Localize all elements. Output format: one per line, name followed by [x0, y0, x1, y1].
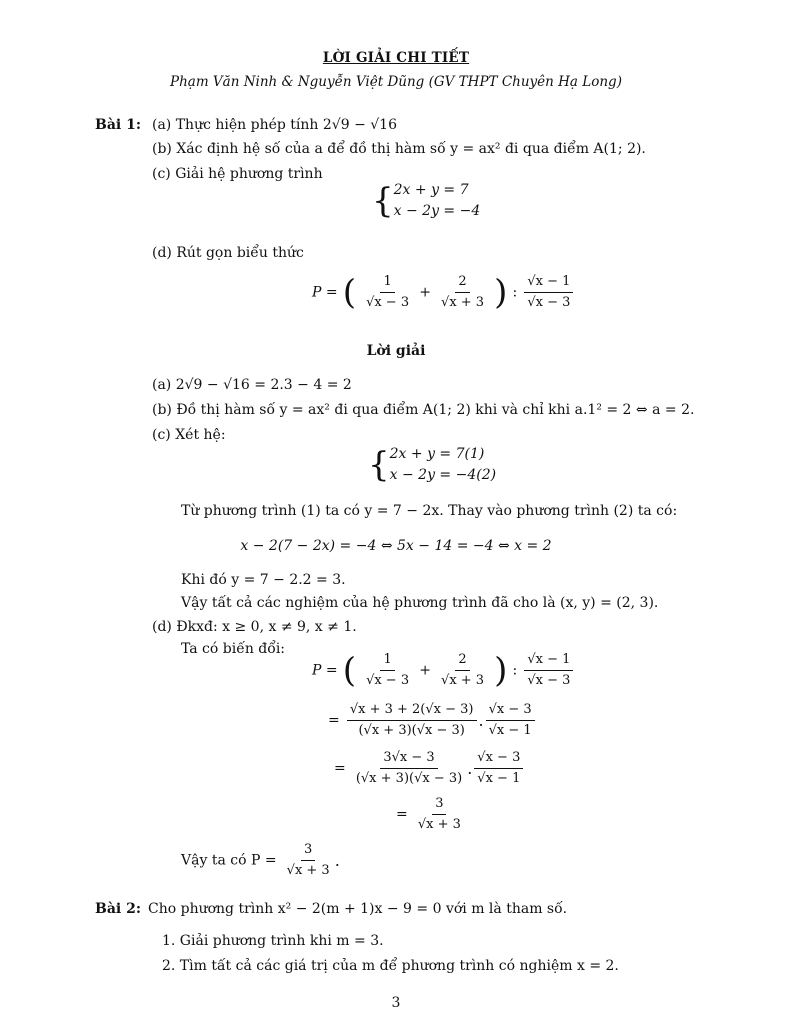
bai1-item-b: (b) Xác định hệ số của a để đồ thị hàm số y = ax² đi qua điểm A(1; 2).: [152, 141, 646, 157]
fraction: $\frac{2}{√x + 3}$: [441, 274, 485, 310]
solution-c: (c) Xét hệ:: [152, 427, 226, 443]
fraction: $\frac{√x - 3}{√x - 1}$: [474, 750, 523, 787]
derivation-step-4: = $\frac{3}{√x + 3}$: [396, 796, 466, 833]
page-number: 3: [391, 995, 401, 1011]
solution-c-line3: Vậy tất cả các nghiệm của hệ phương trình đã cho là (x, y) = (2, 3).: [181, 595, 659, 611]
brace-symbol: {: [368, 445, 390, 485]
bai1-item-a: (a) Thực hiện phép tính 2√9 − √16: [152, 117, 397, 133]
system-row: 2x + y = 7(1): [389, 446, 485, 462]
authors: Phạm Văn Ninh & Nguyễn Việt Dũng (GV THPT Chuyên Hạ Long): [170, 74, 622, 90]
bai1-expression: P = ( $\frac{1}{√x - 3}$ + $\frac{2}{√x + 3}$ ) : $\frac{√x - 1}{√x - 3}$: [312, 274, 575, 311]
bai1-item-d: (d) Rút gọn biểu thức: [152, 245, 304, 261]
bai2-label: Bài 2:: [95, 901, 142, 917]
solution-heading: Lời giải: [366, 343, 426, 359]
fraction: $\frac{1}{√x - 3}$: [366, 274, 410, 310]
bai2-item-2: 2. Tìm tất cả các giá trị của m để phương trình có nghiệm x = 2.: [162, 958, 619, 974]
solution-c-equation: x − 2(7 − 2x) = −4 ⇔ 5x − 14 = −4 ⇔ x = 2: [240, 538, 552, 554]
fraction: $\frac{2}{√x + 3}$: [441, 652, 485, 688]
derivation-step-1: P = ( $\frac{1}{√x - 3}$ + $\frac{2}{√x + 3}$ ) : $\frac{√x - 1}{√x - 3}$: [312, 652, 575, 689]
fraction: $\frac{3√x - 3}{(√x + 3)(√x - 3)}$: [355, 750, 463, 786]
solution-c-line1: Từ phương trình (1) ta có y = 7 − 2x. Thay vào phương trình (2) ta có:: [181, 503, 678, 519]
solution-system: [368, 444, 496, 486]
page-title: LỜI GIẢI CHI TIẾT: [322, 50, 470, 66]
brace-symbol: {: [372, 181, 394, 221]
solution-d: (d) Đkxđ: x ≥ 0, x ≠ 9, x ≠ 1.: [152, 619, 357, 635]
fraction: $\frac{3}{√x + 3}$: [286, 842, 330, 878]
bai2-item-1: 1. Giải phương trình khi m = 3.: [162, 933, 384, 949]
system-row: x − 2y = −4(2): [389, 467, 497, 483]
fraction: $\frac{√x - 1}{√x - 3}$: [524, 652, 573, 689]
fraction: $\frac{3}{√x + 3}$: [417, 796, 461, 832]
solution-a: (a) 2√9 − √16 = 2.3 − 4 = 2: [152, 377, 352, 393]
derivation-step-3: = $\frac{3√x - 3}{(√x + 3)(√x - 3)}$ . $\frac{√x - 3}{√x - 1}$: [334, 750, 525, 787]
solution-c-line2: Khi đó y = 7 − 2.2 = 3.: [181, 572, 346, 588]
fraction: $\frac{1}{√x - 3}$: [366, 652, 410, 688]
solution-d-line: Ta có biến đổi:: [181, 641, 286, 657]
solution-b: (b) Đồ thị hàm số y = ax² đi qua điểm A(1; 2) khi và chỉ khi a.1² = 2 ⇔ a = 2.: [152, 402, 695, 418]
system-row: x − 2y = −4: [393, 203, 481, 219]
derivation-step-2: = $\frac{√x + 3 + 2(√x - 3)}{(√x + 3)(√x - 3)}$ . $\frac{√x - 3}{√x - 1}$: [328, 702, 537, 739]
p-lhs: P =: [312, 284, 338, 301]
solution-conclusion: Vậy ta có P = $\frac{3}{√x + 3}$ .: [181, 842, 340, 878]
bai1-system: [372, 180, 480, 222]
fraction: $\frac{√x + 3 + 2(√x - 3)}{(√x + 3)(√x - 3)}$: [347, 702, 477, 739]
bai2-text: Cho phương trình x² − 2(m + 1)x − 9 = 0 với m là tham số.: [148, 901, 568, 917]
bai1-label: Bài 1:: [95, 117, 142, 133]
bai1-item-c: (c) Giải hệ phương trình: [152, 166, 323, 182]
fraction: $\frac{√x - 1}{√x - 3}$: [524, 274, 573, 311]
fraction: $\frac{√x - 3}{√x - 1}$: [486, 702, 535, 739]
system-row: 2x + y = 7: [393, 182, 469, 198]
